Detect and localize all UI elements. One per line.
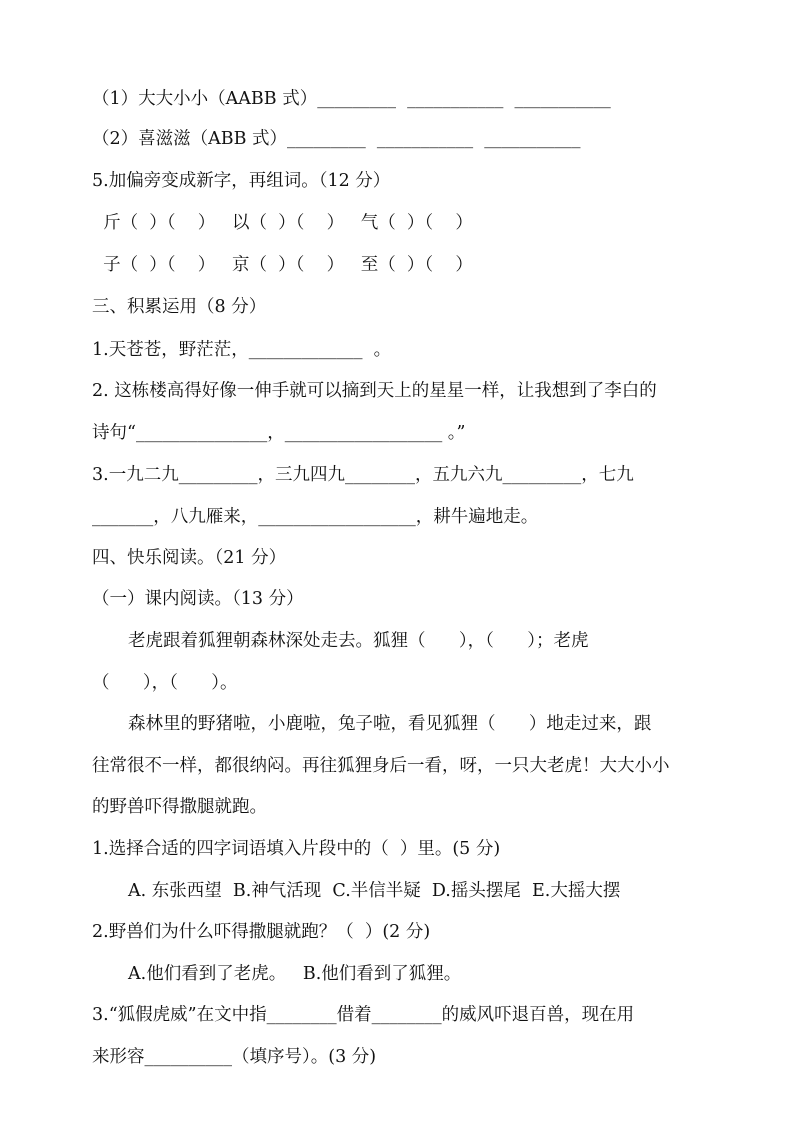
question-3-line-2: 来形容__________（填序号）。(3 分) [92, 1047, 377, 1067]
line-aabb-words: （1）大大小小（AABB 式）_________ ___________ ___________ [92, 89, 611, 109]
question-3-line-1: 3.“狐假虎威”在文中指________借着________的威风吓退百兽，现在用 [92, 1005, 635, 1025]
reading-1-heading: （一）课内阅读。（13 分） [92, 589, 304, 609]
poem-line-1: 1.天苍苍，野茫茫，_____________ 。 [92, 340, 392, 360]
section-3-heading: 三、积累运用（8 分） [92, 297, 267, 317]
nine-nine-song-1: 3.一九二九_________，三九四九________，五九六九_________，七九 [92, 465, 634, 485]
passage-line-2: （ ），（ ）。 [92, 673, 238, 693]
passage-line-5: 的野兽吓得撒腿就跑。 [92, 797, 267, 817]
question-1: 1.选择合适的四字词语填入片段中的（ ）里。(5 分) [92, 839, 501, 859]
li-bai-question: 2. 这栋楼高得好像一伸手就可以摘到天上的星星一样，让我想到了李白的 [92, 381, 657, 401]
question-5-heading: 5.加偏旁变成新字，再组词。（12 分） [92, 171, 391, 191]
passage-line-4: 往常很不一样，都很纳闷。再往狐狸身后一看，呀，一只大老虎！大大小小 [92, 756, 670, 776]
nine-nine-song-2: _______，八九雁来，__________________，耕牛遍地走。 [92, 507, 539, 527]
line-abb-words: （2）喜滋滋（ABB 式）_________ ___________ ___________ [92, 129, 581, 149]
question-1-options: A. 东张西望 B.神气活现 C.半信半疑 D.摇头摆尾 E.大摇大摆 [128, 881, 621, 901]
radical-row-2: 子（ ）（ ） 京（ ）（ ） 至（ ）（ ） [92, 255, 473, 275]
section-4-heading: 四、快乐阅读。（21 分） [92, 548, 287, 568]
li-bai-poem-blank: 诗句“_______________，__________________ 。” [92, 423, 466, 443]
passage-line-3: 森林里的野猪啦，小鹿啦，兔子啦，看见狐狸（ ）地走过来，跟 [128, 714, 652, 734]
passage-line-1: 老虎跟着狐狸朝森林深处走去。狐狸（ ），（ ）；老虎 [128, 631, 589, 651]
question-2-options: A.他们看到了老虎。 B.他们看到了狐狸。 [128, 964, 462, 984]
question-2: 2.野兽们为什么吓得撒腿就跑？（ ）(2 分) [92, 922, 431, 942]
radical-row-1: 斤（ ）（ ） 以（ ）（ ） 气（ ）（ ） [92, 213, 473, 233]
